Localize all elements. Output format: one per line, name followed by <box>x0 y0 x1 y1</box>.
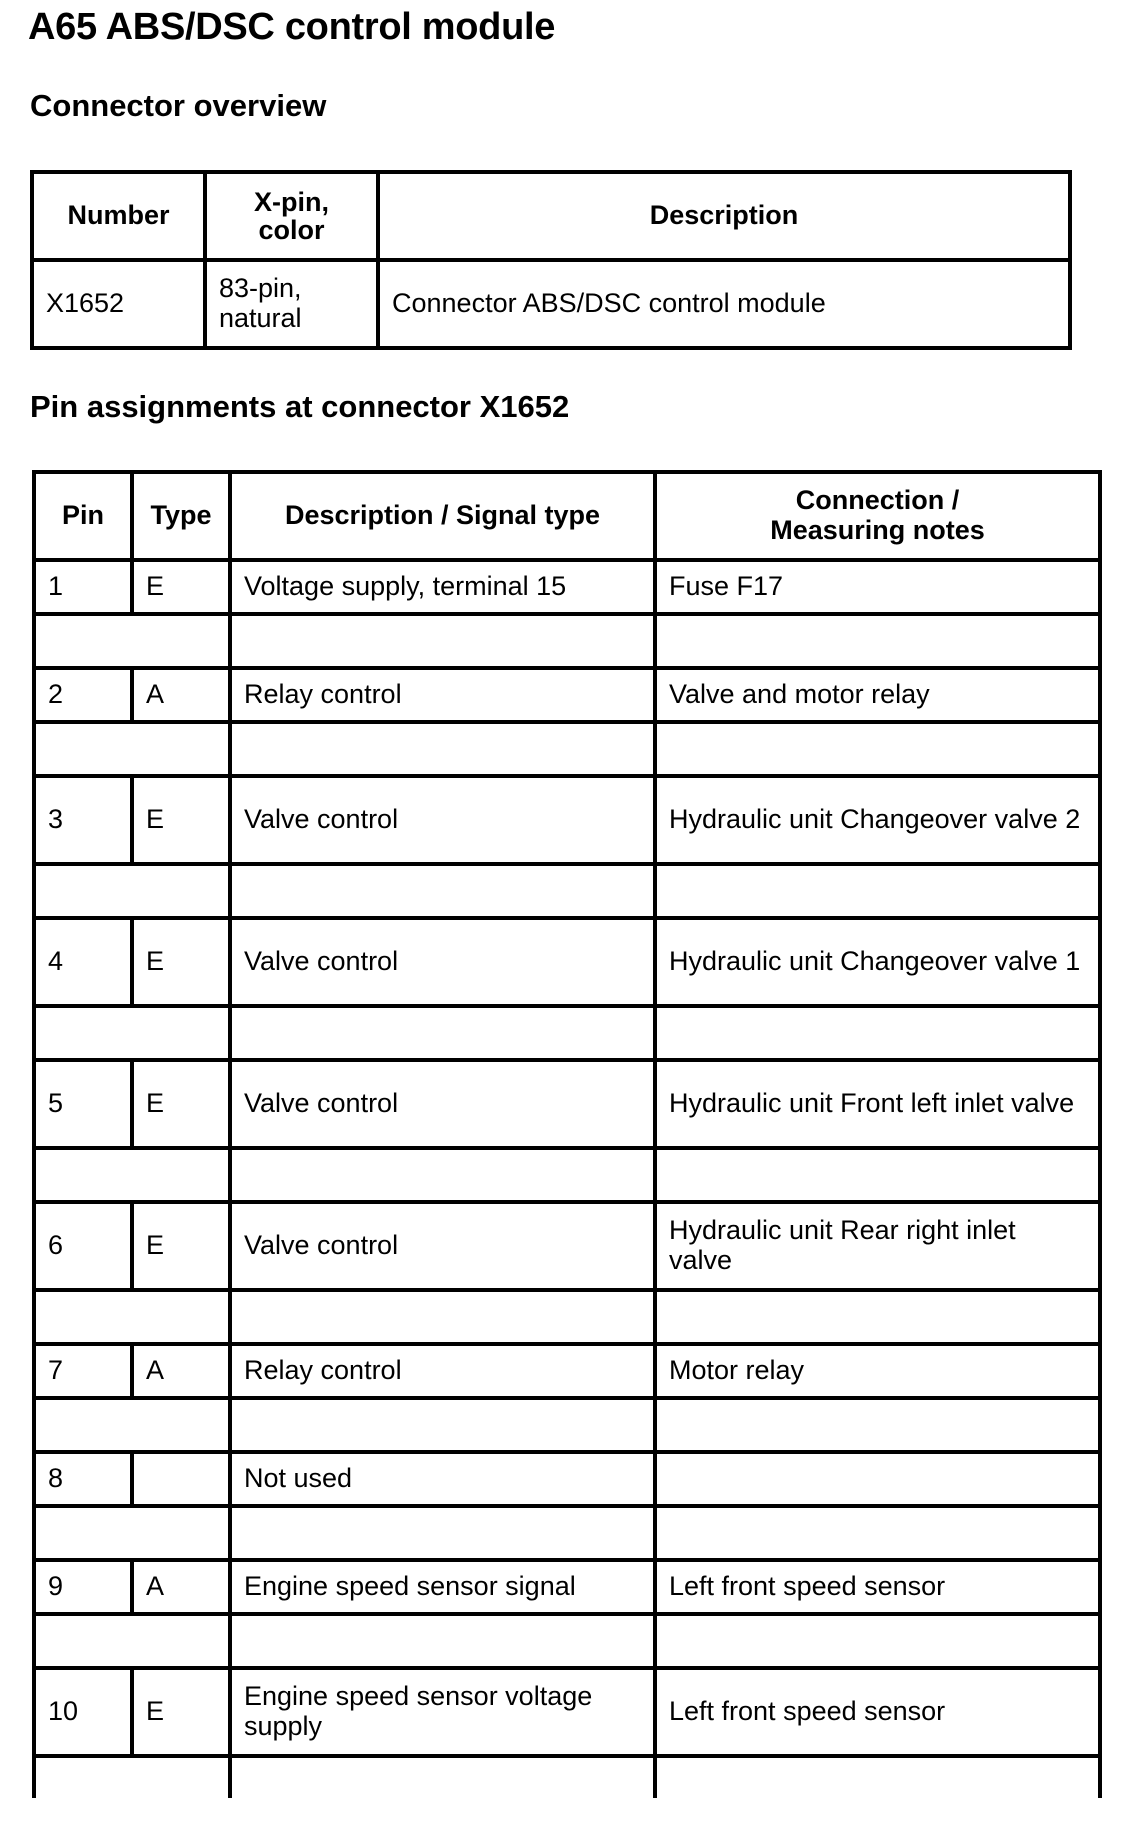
pin-connection-notes: Left front speed sensor <box>655 1668 1100 1756</box>
pin-row <box>34 560 1100 614</box>
spacer-cell <box>655 1006 1100 1060</box>
spacer-cell <box>655 1756 1100 1798</box>
pin-signal-description: Relay control <box>230 1344 655 1398</box>
header-type: Type <box>132 472 230 560</box>
spacer-cell <box>34 1506 230 1560</box>
spacer-cell <box>230 722 655 776</box>
spacer-cell <box>655 1614 1100 1668</box>
pin-number: 8 <box>34 1452 132 1506</box>
spacer-row <box>34 614 1100 668</box>
overview-header-row <box>32 172 1070 260</box>
spacer-cell <box>655 1506 1100 1560</box>
pin-row <box>34 1668 1100 1756</box>
pin-number: 10 <box>34 1668 132 1756</box>
pin-number: 2 <box>34 668 132 722</box>
spacer-cell <box>655 1398 1100 1452</box>
spacer-cell <box>34 1398 230 1452</box>
header-description: Description <box>378 172 1070 260</box>
page-title: A65 ABS/DSC control module <box>28 6 556 48</box>
pin-table-body <box>34 472 1100 1798</box>
pin-connection-notes: Hydraulic unit Rear right inlet valve <box>655 1202 1100 1290</box>
header-signal-description: Description / Signal type <box>230 472 655 560</box>
pin-type: A <box>132 1344 230 1398</box>
pin-signal-description: Not used <box>230 1452 655 1506</box>
spacer-cell <box>230 1290 655 1344</box>
pin-row <box>34 668 1100 722</box>
pin-type: E <box>132 1060 230 1148</box>
spacer-row <box>34 1506 1100 1560</box>
spacer-cell <box>230 1614 655 1668</box>
pin-connection-notes: Fuse F17 <box>655 560 1100 614</box>
pin-signal-description: Engine speed sensor signal <box>230 1560 655 1614</box>
spacer-row <box>34 1290 1100 1344</box>
pin-signal-description: Valve control <box>230 918 655 1006</box>
spacer-cell <box>230 1756 655 1798</box>
connector-description: Connector ABS/DSC control module <box>378 260 1070 348</box>
header-xpin-color <box>205 172 378 260</box>
spacer-row <box>34 1398 1100 1452</box>
pin-signal-description: Engine speed sensor voltage supply <box>230 1668 655 1756</box>
pin-signal-description: Valve control <box>230 1202 655 1290</box>
pin-type: E <box>132 560 230 614</box>
pin-header-row <box>34 472 1100 560</box>
header-pin: Pin <box>34 472 132 560</box>
pin-connection-notes: Left front speed sensor <box>655 1560 1100 1614</box>
spacer-row <box>34 864 1100 918</box>
pin-row <box>34 776 1100 864</box>
pin-number: 7 <box>34 1344 132 1398</box>
pin-type <box>132 1452 230 1506</box>
spacer-row <box>34 1148 1100 1202</box>
connector-number: X1652 <box>32 260 205 348</box>
pin-type: E <box>132 918 230 1006</box>
pin-connection-notes <box>655 1452 1100 1506</box>
pin-type: E <box>132 1668 230 1756</box>
spacer-cell <box>34 1756 230 1798</box>
pin-type: A <box>132 1560 230 1614</box>
spacer-cell <box>34 864 230 918</box>
pin-row <box>34 918 1100 1006</box>
pin-type: A <box>132 668 230 722</box>
pin-number: 5 <box>34 1060 132 1148</box>
spacer-cell <box>34 1148 230 1202</box>
pin-number: 9 <box>34 1560 132 1614</box>
pin-row <box>34 1560 1100 1614</box>
spacer-cell <box>34 614 230 668</box>
spacer-cell <box>34 722 230 776</box>
spacer-cell <box>230 1506 655 1560</box>
pin-type: E <box>132 1202 230 1290</box>
pin-row <box>34 1202 1100 1290</box>
pin-signal-description: Valve control <box>230 1060 655 1148</box>
header-connection-text: Connection / Measuring notes <box>770 485 985 545</box>
pin-signal-description: Voltage supply, terminal 15 <box>230 560 655 614</box>
pin-connection-notes: Hydraulic unit Changeover valve 2 <box>655 776 1100 864</box>
header-connection-notes <box>655 472 1100 560</box>
spacer-row <box>34 1756 1100 1798</box>
spacer-row <box>34 722 1100 776</box>
spacer-cell <box>655 1148 1100 1202</box>
spacer-cell <box>34 1614 230 1668</box>
spacer-row <box>34 1006 1100 1060</box>
pin-type: E <box>132 776 230 864</box>
connector-overview-heading: Connector overview <box>30 88 327 123</box>
connector-xpin-text: 83-pin, natural <box>219 273 302 333</box>
pin-connection-notes: Hydraulic unit Changeover valve 1 <box>655 918 1100 1006</box>
pin-row <box>34 1344 1100 1398</box>
spacer-cell <box>655 614 1100 668</box>
spacer-cell <box>655 1290 1100 1344</box>
spacer-cell <box>655 722 1100 776</box>
pin-number: 4 <box>34 918 132 1006</box>
spacer-cell <box>34 1290 230 1344</box>
pin-assignments-table <box>32 470 1102 1798</box>
pin-number: 6 <box>34 1202 132 1290</box>
pin-number: 3 <box>34 776 132 864</box>
pin-row <box>34 1060 1100 1148</box>
spacer-cell <box>230 1148 655 1202</box>
pin-signal-description: Relay control <box>230 668 655 722</box>
spacer-cell <box>230 614 655 668</box>
pin-row <box>34 1452 1100 1506</box>
header-xpin-text: X-pin, color <box>254 186 329 245</box>
pin-assignments-heading: Pin assignments at connector X1652 <box>30 389 570 424</box>
spacer-cell <box>230 1006 655 1060</box>
spacer-cell <box>230 1398 655 1452</box>
header-number: Number <box>32 172 205 260</box>
connector-xpin-color <box>205 260 378 348</box>
pin-connection-notes: Motor relay <box>655 1344 1100 1398</box>
pin-signal-description: Valve control <box>230 776 655 864</box>
connector-overview-table <box>30 170 1072 350</box>
pin-connection-notes: Valve and motor relay <box>655 668 1100 722</box>
overview-data-row <box>32 260 1070 348</box>
spacer-cell <box>655 864 1100 918</box>
pin-connection-notes: Hydraulic unit Front left inlet valve <box>655 1060 1100 1148</box>
pin-number: 1 <box>34 560 132 614</box>
spacer-cell <box>230 864 655 918</box>
spacer-row <box>34 1614 1100 1668</box>
spacer-cell <box>34 1006 230 1060</box>
